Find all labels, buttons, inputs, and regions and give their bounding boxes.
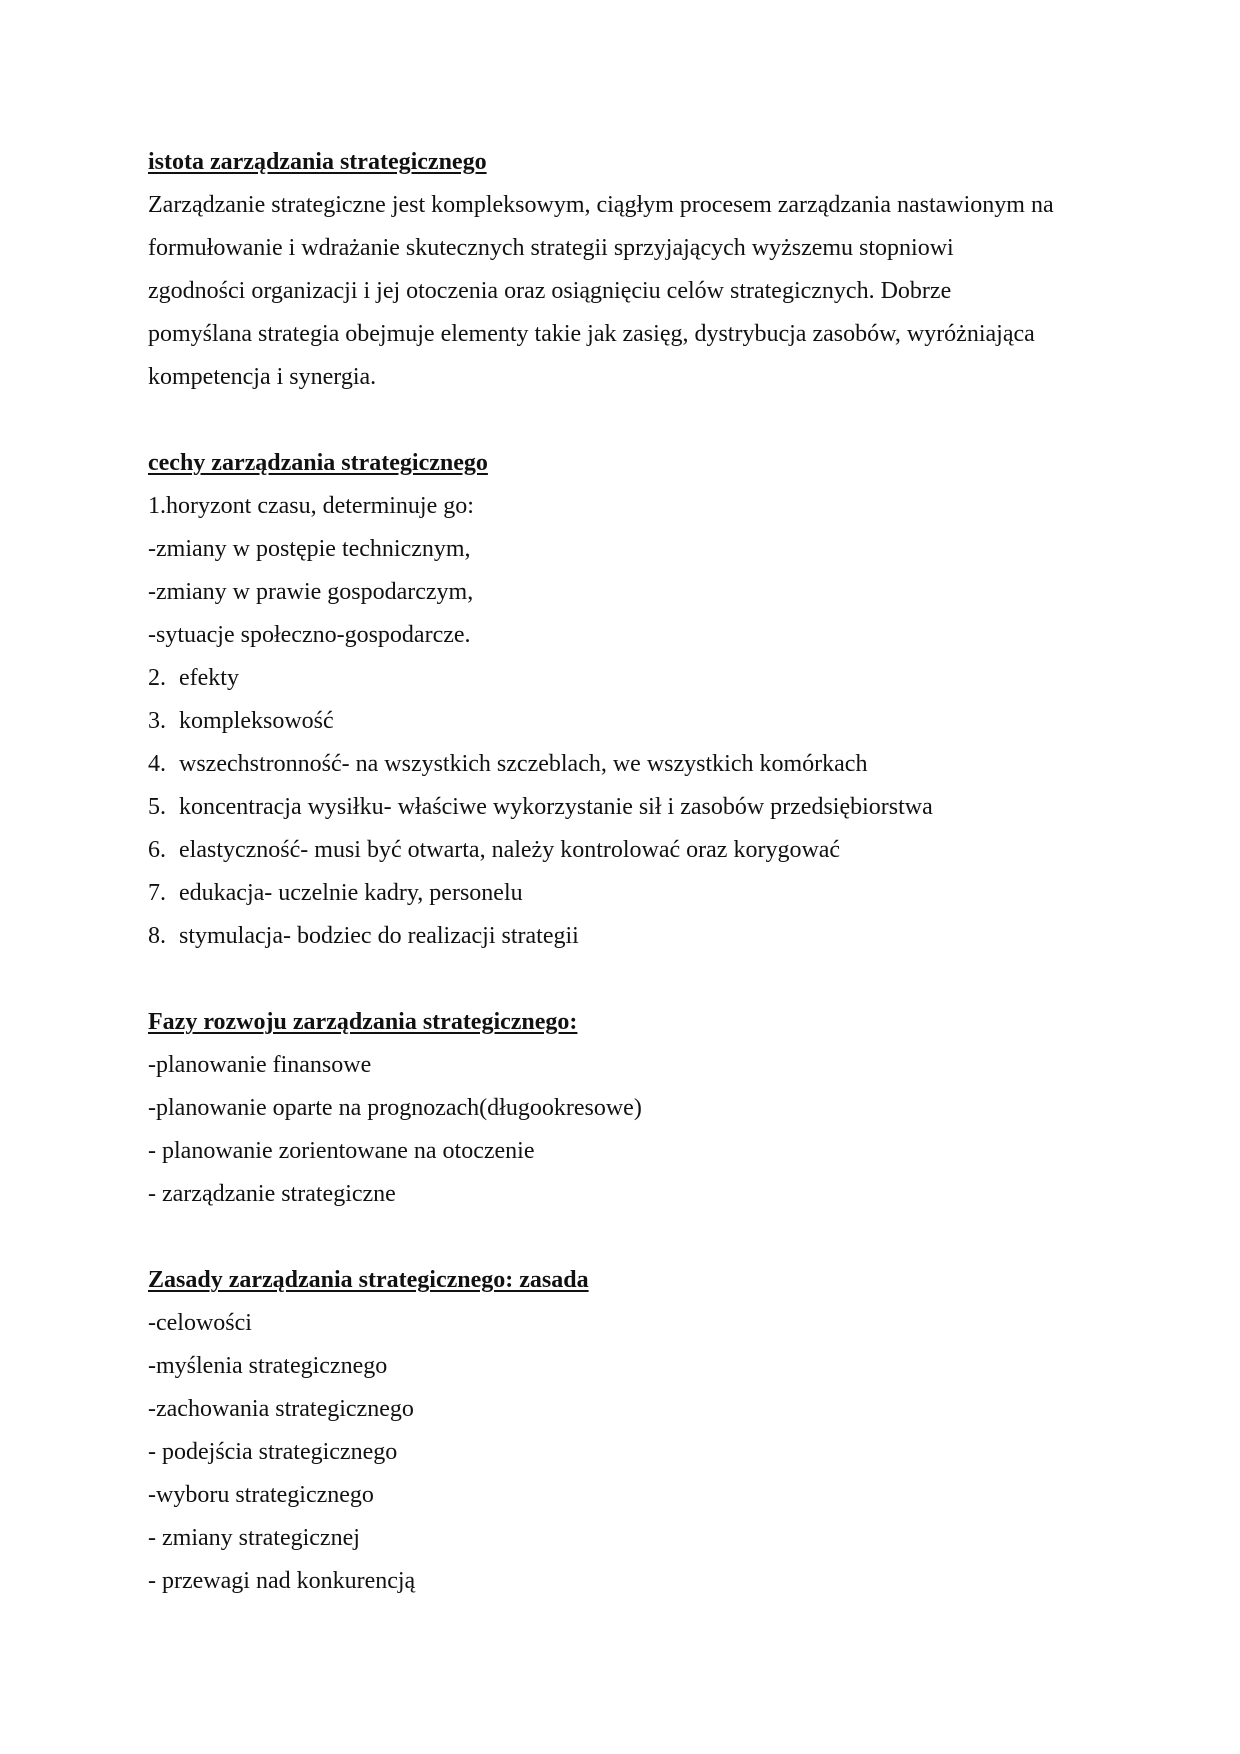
numbered-item — [148, 829, 1108, 872]
list-item: - podejścia strategicznego — [148, 1439, 398, 1465]
list-item: -myślenia strategicznego — [148, 1353, 388, 1379]
section-heading: istota zarządzania strategicznego — [148, 149, 487, 175]
numbered-item — [148, 872, 1108, 915]
item-number: 4. — [148, 751, 166, 777]
item-number: 5. — [148, 794, 166, 820]
item-number: 3. — [148, 708, 166, 734]
item-text: edukacja- uczelnie kadry, personelu — [179, 880, 523, 906]
item-text: stymulacja- bodziec do realizacji strategii — [179, 923, 579, 949]
list-item: -planowanie oparte na prognozach(długookresowe) — [148, 1095, 642, 1121]
paragraph-line: zgodności organizacji i jej otoczenia oraz osiągnięciu celów strategicznych. Dobrze — [148, 278, 952, 304]
list-item: -zachowania strategicznego — [148, 1396, 414, 1422]
section-heading: Fazy rozwoju zarządzania strategicznego: — [148, 1009, 578, 1035]
list-item: -celowości — [148, 1310, 252, 1336]
paragraph-line: pomyślana strategia obejmuje elementy takie jak zasięg, dystrybucja zasobów, wyróżniająca — [148, 321, 1035, 347]
document-page — [148, 141, 1108, 1603]
paragraph-line: kompetencja i synergia. — [148, 364, 377, 390]
item-number: 2. — [148, 665, 166, 691]
list-item: -wyboru strategicznego — [148, 1482, 374, 1508]
list-item: -planowanie finansowe — [148, 1052, 372, 1078]
numbered-item — [148, 743, 1108, 786]
list-item: - zmiany strategicznej — [148, 1525, 360, 1551]
list-item: - zarządzanie strategiczne — [148, 1181, 396, 1207]
item-text: wszechstronność- na wszystkich szczeblach, we wszystkich komórkach — [179, 751, 868, 777]
item-number: 8. — [148, 923, 166, 949]
item-text: kompleksowość — [179, 708, 334, 734]
section-heading: Zasady zarządzania strategicznego: zasada — [148, 1267, 589, 1293]
numbered-item — [148, 657, 1108, 700]
numbered-item — [148, 700, 1108, 743]
section-heading: cechy zarządzania strategicznego — [148, 450, 488, 476]
list-item: -zmiany w prawie gospodarczym, — [148, 579, 474, 605]
item-number: 7. — [148, 880, 166, 906]
list-item: - przewagi nad konkurencją — [148, 1568, 416, 1594]
numbered-item — [148, 786, 1108, 829]
numbered-item — [148, 915, 1108, 958]
item-text: elastyczność- musi być otwarta, należy kontrolować oraz korygować — [179, 837, 841, 863]
item-text: koncentracja wysiłku- właściwe wykorzystanie sił i zasobów przedsiębiorstwa — [179, 794, 933, 820]
paragraph-line: Zarządzanie strategiczne jest kompleksowym, ciągłym procesem zarządzania nastawionym na — [148, 192, 1054, 218]
list-item: -sytuacje społeczno-gospodarcze. — [148, 622, 471, 648]
list-item: -zmiany w postępie technicznym, — [148, 536, 471, 562]
list-item: - planowanie zorientowane na otoczenie — [148, 1138, 535, 1164]
list-item: 1.horyzont czasu, determinuje go: — [148, 493, 474, 519]
paragraph-line: formułowanie i wdrażanie skutecznych strategii sprzyjających wyższemu stopniowi — [148, 235, 954, 261]
item-text: efekty — [179, 665, 239, 691]
item-number: 6. — [148, 837, 166, 863]
